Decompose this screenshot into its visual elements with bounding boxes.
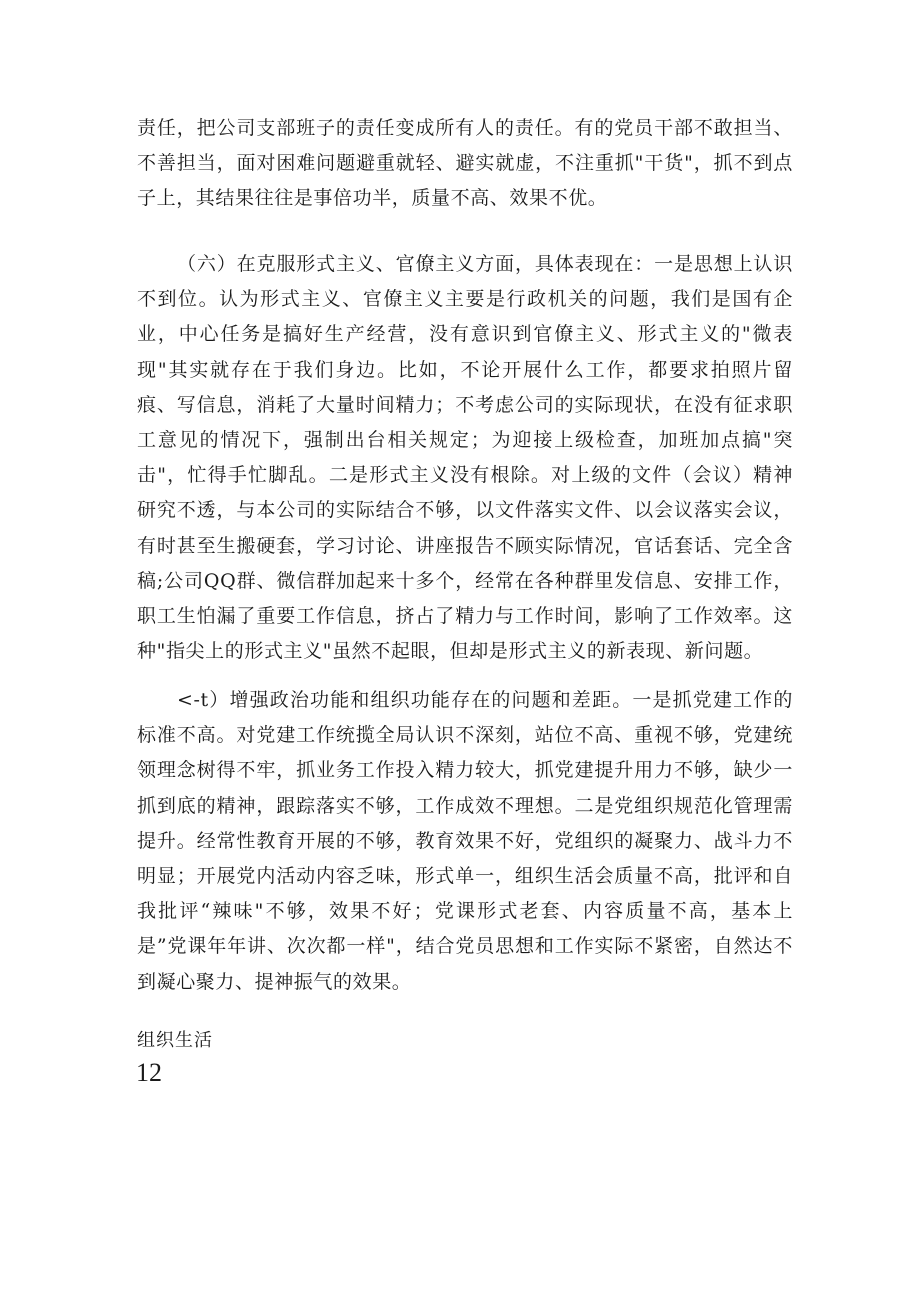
paragraph-responsibility: 责任，把公司支部班子的责任变成所有人的责任。有的党员干部不敢担当、不善担当，面对困难问题避重就轻、避实就虚，不注重抓"干货"，抓不到点子上，其结果往往是事倍功半，质量不高、效果不优。 <box>137 117 793 210</box>
page-number: 12 <box>136 1058 162 1087</box>
paragraph-formalism: （六）在克服形式主义、官僚主义方面，具体表现在：一是思想上认识不到位。认为形式主义、官僚主义主要是行政机关的问题，我们是国有企业，中心任务是搞好生产经营，没有意识到官僚主义、形式主义的"微表现"其实就存在于我们身边。比如，不论开展什么工作，都要求拍照片留痕、写信息，消耗了大量时间精力；不考虑公司的实际现状，在没有征求职工意见的情况下，强制出台相关规定；为迎接上级检查，加班加点搞"突击"，忙得手忙脚乱。二是形式主义没有根除。对上级的文件（会议）精神研究不透，与本公司的实际结合不够，以文件落实文件、以会议落实会议，有时甚至生搬硬套，学习讨论、讲座报告不顾实际情况，官话套话、完全含稿;公司QQ群、微信群加起来十多个，经常在各种群里发信息、安排工作，职工生怕漏了重要工作信息，挤占了精力与工作时间，影响了工作效率。这种"指尖上的形式主义"虽然不起眼，但却是形式主义的新表现、新问题。 <box>137 253 793 663</box>
paragraph-political-function: <-t）增强政治功能和组织功能存在的问题和差距。一是抓党建工作的标准不高。对党建工作统揽全局认识不深刻，站位不高、重视不够，党建统领理念树得不牢，抓业务工作投入精力较大，抓党建提升用力不够，缺少一抓到底的精神，跟踪落实不够，工作成效不理想。二是党组织规范化管理需提升。经常性教育开展的不够，教育效果不好，党组织的凝聚力、战斗力不明显；开展党内活动内容乏味，形式单一，组织生活会质量不高，批评和自我批评“辣味"不够，效果不好；党课形式老套、内容质量不高，基本上是”党课年年讲、次次都一样"，结合党员思想和工作实际不紧密，自然达不到凝心聚力、提神振气的效果。 <box>137 689 793 993</box>
footer-label: 组织生活 <box>137 1030 213 1051</box>
